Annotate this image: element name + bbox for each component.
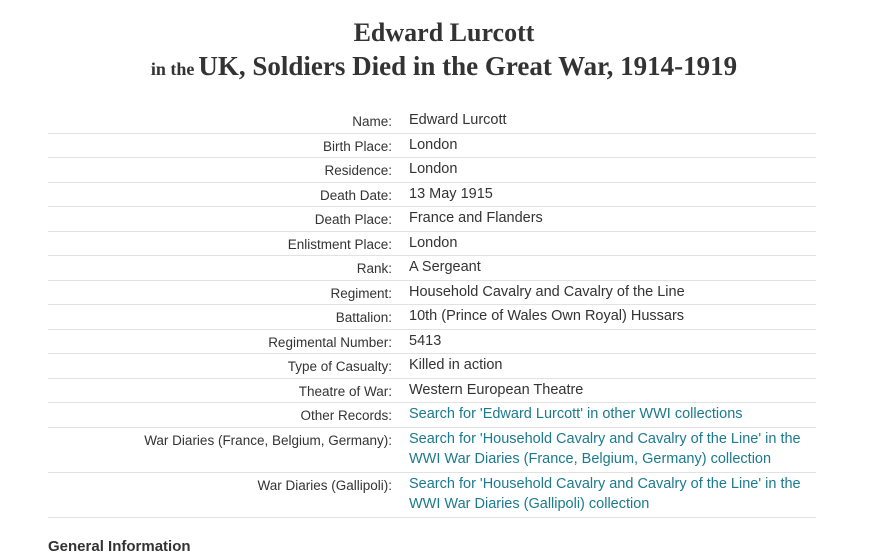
field-value: Edward Lurcott — [409, 109, 816, 133]
record-row — [48, 403, 816, 428]
record-row — [48, 182, 816, 207]
record-row — [48, 280, 816, 305]
record-row — [48, 109, 816, 133]
collection-title: UK, Soldiers Died in the Great War, 1914-1919 — [198, 51, 738, 81]
field-label: Regiment: — [48, 280, 409, 305]
field-label: Type of Casualty: — [48, 354, 409, 379]
record-title — [0, 17, 888, 88]
record-row — [48, 354, 816, 379]
field-value: London — [409, 231, 816, 256]
field-value: London — [409, 133, 816, 158]
person-name-heading: Edward Lurcott — [353, 18, 535, 47]
field-label: Battalion: — [48, 305, 409, 330]
record-table — [48, 109, 816, 518]
record-row — [48, 207, 816, 232]
field-label: War Diaries (Gallipoli): — [48, 472, 409, 517]
search-link[interactable]: Search for 'Household Cavalry and Cavalry of the Line' in the WWI War Diaries (France, Belgium, Germany) collection — [409, 430, 801, 467]
field-label: Residence: — [48, 158, 409, 183]
field-label: Enlistment Place: — [48, 231, 409, 256]
field-label: Name: — [48, 109, 409, 133]
record-row — [48, 256, 816, 281]
field-label: Rank: — [48, 256, 409, 281]
record-row — [48, 378, 816, 403]
field-value: 10th (Prince of Wales Own Royal) Hussars — [409, 305, 816, 330]
field-label: Theatre of War: — [48, 378, 409, 403]
field-value: A Sergeant — [409, 256, 816, 281]
search-link[interactable]: Search for 'Household Cavalry and Cavalry of the Line' in the WWI War Diaries (Gallipoli) collection — [409, 475, 801, 512]
field-value — [409, 472, 816, 517]
record-row — [48, 427, 816, 472]
record-row — [48, 329, 816, 354]
field-label: Birth Place: — [48, 133, 409, 158]
search-link[interactable]: Search for 'Edward Lurcott' in other WWI collections — [409, 406, 743, 422]
field-value: Killed in action — [409, 354, 816, 379]
field-label: Death Place: — [48, 207, 409, 232]
field-label: Regimental Number: — [48, 329, 409, 354]
field-value: Household Cavalry and Cavalry of the Line — [409, 280, 816, 305]
field-label: Other Records: — [48, 403, 409, 428]
record-row — [48, 305, 816, 330]
section-heading-general-information: General Information — [48, 538, 191, 555]
record-row — [48, 231, 816, 256]
in-the-text: in the — [150, 59, 195, 79]
field-value: London — [409, 158, 816, 183]
field-label: Death Date: — [48, 182, 409, 207]
field-value: 5413 — [409, 329, 816, 354]
field-value: 13 May 1915 — [409, 182, 816, 207]
field-value — [409, 427, 816, 472]
collection-heading — [0, 49, 888, 88]
record-row — [48, 158, 816, 183]
field-value: France and Flanders — [409, 207, 816, 232]
field-value: Western European Theatre — [409, 378, 816, 403]
field-value — [409, 403, 816, 428]
record-row — [48, 472, 816, 517]
field-label: War Diaries (France, Belgium, Germany): — [48, 427, 409, 472]
record-row — [48, 133, 816, 158]
